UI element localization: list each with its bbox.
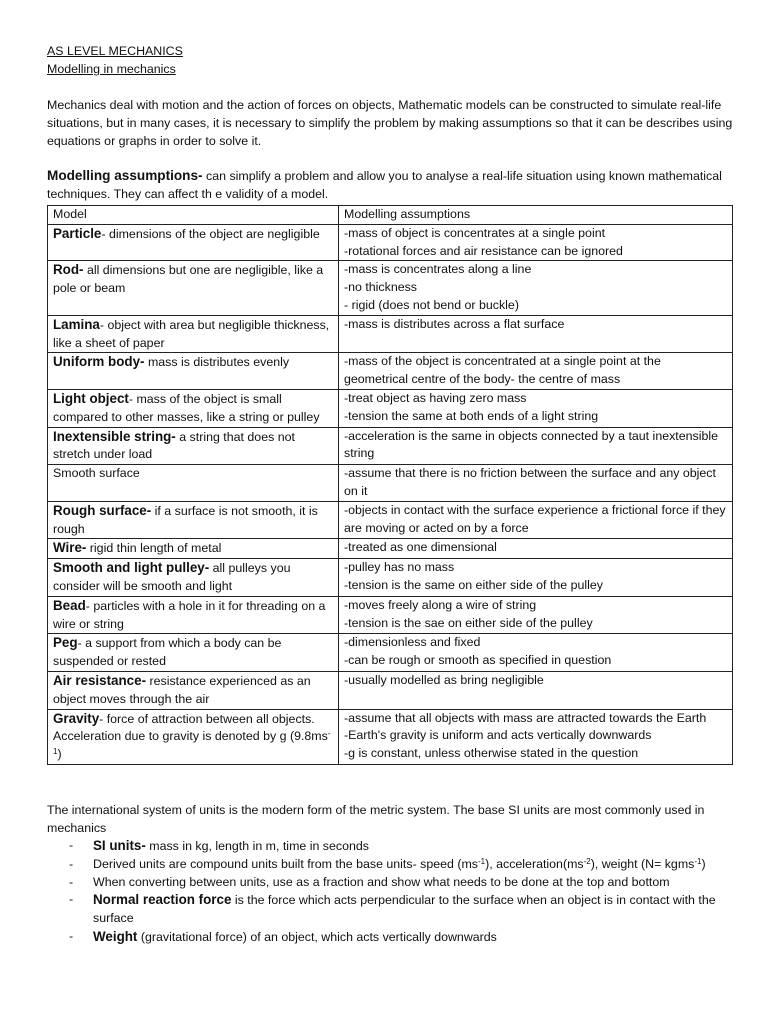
assumption-line: -tension is the same on either side of the pulley xyxy=(344,577,603,592)
model-cell xyxy=(48,634,339,672)
model-term: Smooth and light pulley- xyxy=(53,560,210,576)
model-cell xyxy=(48,709,339,764)
model-term: Rough surface- xyxy=(53,502,152,518)
model-term: Peg xyxy=(53,635,78,651)
bullet-dash: - xyxy=(69,856,74,871)
model-description: all pulleys you consider will be smooth and light xyxy=(53,561,291,593)
item-text: (gravitational force) of an object, which acts vertically downwards xyxy=(137,929,497,944)
assumption-line: -rotational forces and air resistance can be ignored xyxy=(344,243,623,258)
model-cell xyxy=(48,315,339,353)
assumptions-cell xyxy=(339,559,733,597)
assumption-line: -assume that all objects with mass are attracted towards the Earth xyxy=(344,710,707,725)
model-term: Light object xyxy=(53,390,129,406)
list-item xyxy=(47,874,737,892)
model-cell xyxy=(48,261,339,315)
assumptions-cell xyxy=(339,709,733,764)
assumptions-cell xyxy=(339,465,733,502)
model-cell xyxy=(48,389,339,427)
assumption-line: -can be rough or smooth as specified in question xyxy=(344,653,612,668)
model-description: rigid thin length of metal xyxy=(86,541,222,556)
assumptions-cell xyxy=(339,634,733,672)
model-cell xyxy=(48,427,339,465)
table-row xyxy=(48,539,733,559)
model-cell xyxy=(48,353,339,390)
assumptions-cell xyxy=(339,389,733,427)
table-header-row xyxy=(48,206,733,225)
item-text: ) xyxy=(701,856,706,871)
list-item xyxy=(47,928,737,947)
assumptions-text: can simplify a problem and allow you to analyse a real-life situation using known mathematical techniques. They can affect th e validity of a model. xyxy=(47,169,722,201)
table-row xyxy=(48,353,733,390)
table-row xyxy=(48,261,733,315)
list-item xyxy=(47,891,737,928)
model-cell xyxy=(48,465,339,502)
superscript: -2 xyxy=(583,856,591,866)
document-subtitle: Modelling in mechanics xyxy=(47,62,176,76)
model-description: Smooth surface xyxy=(53,466,140,481)
model-description: - a support from which a body can be suspended or rested xyxy=(53,636,282,669)
superscript: -1 xyxy=(694,856,702,866)
model-term: Wire- xyxy=(53,540,87,556)
document-title: AS LEVEL MECHANICS xyxy=(47,44,183,58)
assumptions-cell xyxy=(339,315,733,353)
item-term: Normal reaction force xyxy=(93,892,232,908)
si-bullet-list xyxy=(47,837,737,947)
assumption-line: -acceleration is the same in objects connected by a taut inextensible string xyxy=(344,428,719,461)
assumption-line: -no thickness xyxy=(344,280,418,295)
table-row xyxy=(48,559,733,597)
assumptions-cell xyxy=(339,224,733,261)
model-term: Air resistance- xyxy=(53,672,147,688)
model-term: Rod- xyxy=(53,262,84,278)
table-row xyxy=(48,709,733,764)
assumptions-cell xyxy=(339,501,733,539)
item-text: Derived units are compound units built from the base units- speed (ms xyxy=(93,856,478,871)
table-row xyxy=(48,389,733,427)
item-term: Weight xyxy=(93,928,138,944)
model-cell xyxy=(48,539,339,559)
table-row xyxy=(48,224,733,261)
model-description: - force of attraction between all objects. Acceleration due to gravity is denoted by g (9.8ms xyxy=(53,711,328,744)
model-term: Lamina xyxy=(53,316,100,332)
assumptions-cell xyxy=(339,427,733,465)
table-row xyxy=(48,465,733,502)
assumption-line: -moves freely along a wire of string xyxy=(344,597,537,612)
item-text: mass in kg, length in m, time in seconds xyxy=(145,839,369,853)
table-row xyxy=(48,634,733,672)
model-term: Inextensible string- xyxy=(53,428,176,444)
item-term: SI units- xyxy=(93,838,146,853)
model-description: - particles with a hole in it for threading on a wire or string xyxy=(53,598,326,631)
model-description: if a surface is not smooth, it is rough xyxy=(53,503,318,536)
modelling-table xyxy=(47,205,733,765)
model-description-end: ) xyxy=(57,747,62,762)
bullet-dash: - xyxy=(69,874,74,889)
model-cell xyxy=(48,501,339,539)
model-cell xyxy=(48,559,339,597)
assumption-line: -mass of object is concentrates at a single point xyxy=(344,225,606,240)
assumption-line: -assume that there is no friction between the surface and any object on it xyxy=(344,466,716,498)
assumption-line: -tension the same at both ends of a light string xyxy=(344,408,599,423)
assumptions-cell xyxy=(339,671,733,709)
model-term: Gravity xyxy=(53,710,100,726)
table-row xyxy=(48,427,733,465)
assumptions-cell xyxy=(339,353,733,390)
model-description: - object with area but negligible thickness, like a sheet of paper xyxy=(53,317,330,350)
header-assumptions: Modelling assumptions xyxy=(339,206,733,225)
list-item xyxy=(47,856,737,874)
superscript: -1 xyxy=(53,729,331,757)
assumption-line: -tension is the sae on either side of the pulley xyxy=(344,615,593,630)
list-item xyxy=(47,837,737,856)
assumption-line: -Earth's gravity is uniform and acts vertically downwards xyxy=(344,728,652,743)
assumption-line: -treat object as having zero mass xyxy=(344,390,527,405)
header-model: Model xyxy=(48,206,339,225)
bullet-dash: - xyxy=(69,928,74,943)
assumptions-cell xyxy=(339,596,733,634)
si-intro-paragraph: The international system of units is the modern form of the metric system. The base SI units are most commonly used in mechanics xyxy=(47,803,705,835)
bullet-dash: - xyxy=(69,892,74,907)
model-cell xyxy=(48,596,339,634)
assumption-line: -mass is concentrates along a line xyxy=(344,262,532,277)
item-text: is the force which acts perpendicular to the surface when an object is in contact with the surface xyxy=(93,893,716,926)
superscript: -1 xyxy=(478,856,486,866)
model-term: Bead xyxy=(53,597,86,613)
item-text: ), acceleration(ms xyxy=(485,856,584,871)
bullet-dash: - xyxy=(69,838,74,852)
model-cell xyxy=(48,224,339,261)
assumption-line: -mass of the object is concentrated at a single point at the geometrical centre of the body- the centre of mass xyxy=(344,354,661,387)
table-body xyxy=(48,224,733,764)
assumption-line: - rigid (does not bend or buckle) xyxy=(344,297,519,312)
model-term: Uniform body- xyxy=(53,354,145,370)
assumptions-cell xyxy=(339,261,733,315)
model-description: resistance experienced as an object moves through the air xyxy=(53,673,311,706)
assumption-line: -treated as one dimensional xyxy=(344,540,497,555)
assumptions-paragraph xyxy=(47,167,737,204)
table-row xyxy=(48,501,733,539)
assumption-line: -objects in contact with the surface experience a frictional force if they are moving or acted on by a force xyxy=(344,502,726,535)
assumptions-cell xyxy=(339,539,733,559)
model-term: Particle xyxy=(53,225,102,241)
intro-paragraph: Mechanics deal with motion and the action of forces on objects, Mathematic models can be constructed to simulate real-life situations, but in many cases, it is necessary to simplify the problem by making assumptions so that it can be describes using equations or graphs in order to solve it. xyxy=(47,98,733,148)
model-description: all dimensions but one are negligible, like a pole or beam xyxy=(53,263,324,296)
model-description: a string that does not stretch under load xyxy=(53,429,295,462)
assumption-line: -pulley has no mass xyxy=(344,560,455,575)
model-description: - mass of the object is small compared to other masses, like a string or pulley xyxy=(53,391,320,424)
item-text: When converting between units, use as a fraction and show what needs to be done at the top and bottom xyxy=(93,874,670,889)
assumption-line: -dimensionless and fixed xyxy=(344,635,481,650)
model-description: mass is distributes evenly xyxy=(144,355,290,370)
model-cell xyxy=(48,671,339,709)
assumption-line: -usually modelled as bring negligible xyxy=(344,672,544,687)
assumptions-term: Modelling assumptions- xyxy=(47,168,203,183)
table-row xyxy=(48,315,733,353)
assumption-line: -g is constant, unless otherwise stated in the question xyxy=(344,746,639,761)
item-text: ), weight (N= kgms xyxy=(590,856,695,871)
model-description: - dimensions of the object are negligible xyxy=(101,226,320,241)
table-row xyxy=(48,596,733,634)
table-row xyxy=(48,671,733,709)
assumption-line: -mass is distributes across a flat surface xyxy=(344,316,565,331)
